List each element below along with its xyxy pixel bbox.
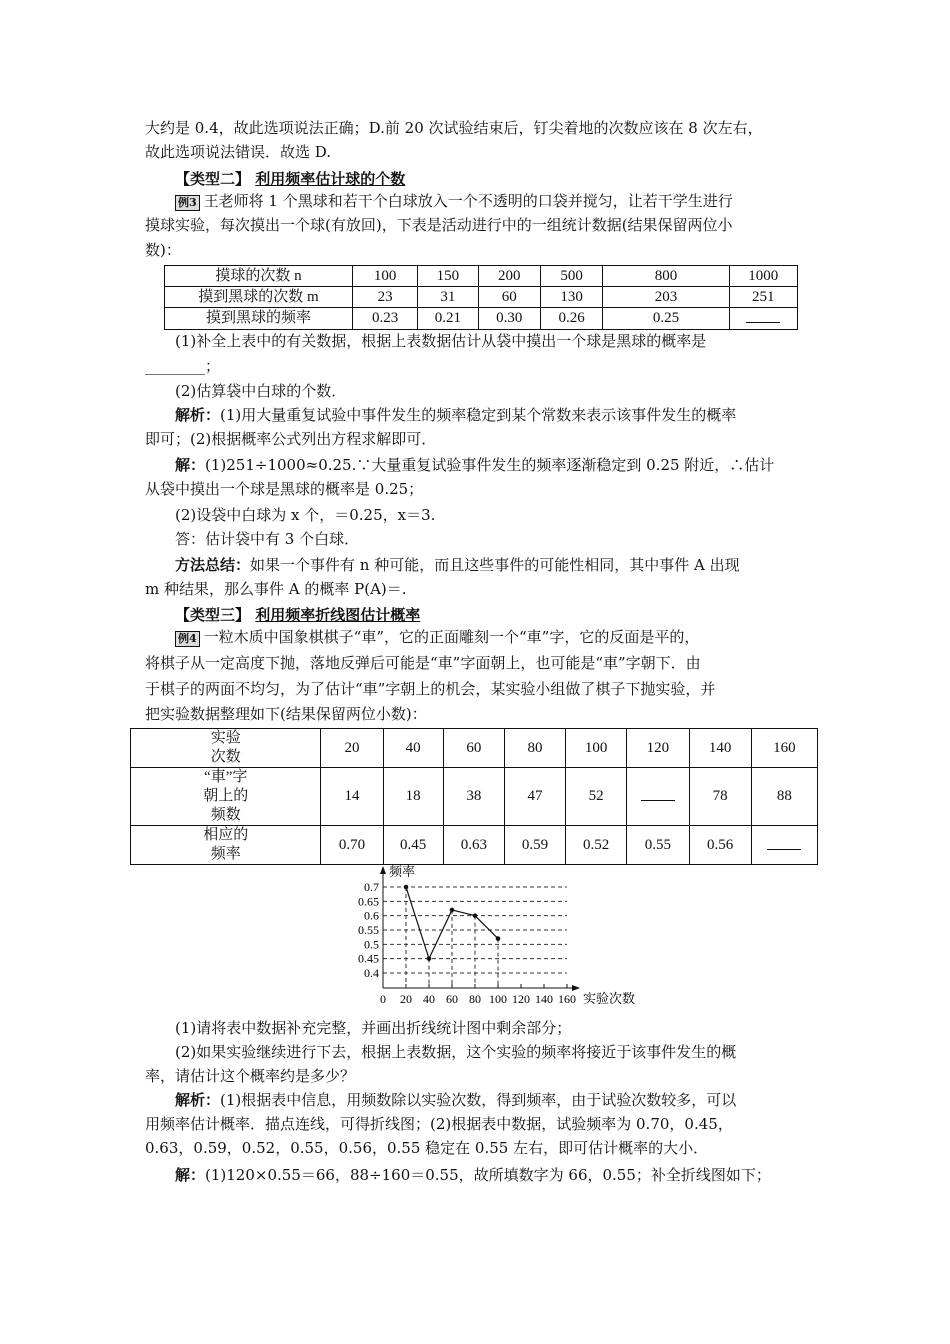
label: 解析： bbox=[175, 406, 221, 424]
data-point bbox=[427, 956, 432, 961]
table-cell: 47 bbox=[504, 768, 565, 826]
text-line: (2)设袋中白球为 x 个，＝0.25，x＝3. bbox=[175, 506, 436, 524]
text-line: 摸球实验，每次摸出一个球(有放回)，下表是活动进行中的一组统计数据(结果保留两位小 bbox=[145, 216, 733, 234]
text-line bbox=[175, 455, 840, 475]
row-header bbox=[131, 826, 321, 865]
section-heading-type2 bbox=[175, 168, 405, 189]
text-line: 故此选项说法错误．故选 D. bbox=[145, 143, 332, 161]
y-tick-label: 0.65 bbox=[358, 894, 379, 909]
x-tick-label: 120 bbox=[512, 992, 530, 1006]
x-axis-arrow bbox=[572, 985, 580, 991]
table-cell: 0.70 bbox=[321, 826, 383, 865]
row-header: 摸球的次数 n bbox=[165, 266, 353, 287]
table-cell: 130 bbox=[540, 287, 602, 308]
heading-title: 利用频率折线图估计概率 bbox=[255, 606, 421, 624]
table-row bbox=[165, 287, 798, 308]
blank-to-fill bbox=[641, 786, 675, 801]
row-header: 摸到黑球的次数 m bbox=[165, 287, 353, 308]
row-header-line: 实验 bbox=[210, 730, 241, 746]
table-cell: 23 bbox=[352, 287, 417, 308]
table-cell: 150 bbox=[418, 266, 478, 287]
text-line: 答：估计袋中有 3 个白球． bbox=[175, 530, 360, 548]
table-cell: 200 bbox=[478, 266, 540, 287]
text-line bbox=[175, 1090, 840, 1110]
heading-title: 利用频率估计球的个数 bbox=[255, 170, 406, 188]
row-header-line: 频数 bbox=[210, 807, 241, 823]
table-cell: 500 bbox=[540, 266, 602, 287]
table-cell: 14 bbox=[321, 768, 383, 826]
table-row bbox=[165, 266, 798, 287]
text: 王老师将 1 个黑球和若干个白球放入一个不透明的口袋并搅匀，让若干学生进行 bbox=[203, 192, 733, 210]
text-line: (2)估算袋中白球的个数． bbox=[175, 382, 347, 400]
text-line: 0.63，0.59，0.52，0.55，0.56，0.55 稳定在 0.55 左右，即可估计概率的大小． bbox=[145, 1139, 709, 1157]
text: (1)根据表中信息，用频数除以实验次数，得到频率，由于试验次数较多，可以 bbox=[220, 1091, 737, 1109]
section-heading-type3 bbox=[175, 604, 420, 625]
text-line: (2)如果实验继续进行下去，根据上表数据，这个实验的频率将接近于该事件发生的概 bbox=[175, 1043, 737, 1061]
blank-to-fill bbox=[746, 308, 780, 323]
table-cell: 31 bbox=[418, 287, 478, 308]
chess-table bbox=[130, 728, 818, 865]
table-cell: 60 bbox=[478, 287, 540, 308]
example-tag: 例3 bbox=[175, 195, 200, 211]
text: (1)用大量重复试验中事件发生的频率稳定到某个常数来表示该事件发生的概率 bbox=[220, 406, 737, 424]
x-tick-label: 40 bbox=[423, 992, 435, 1006]
text-line bbox=[175, 555, 840, 575]
text: (1)120×0.55＝66，88÷160＝0.55，故所填数字为 66，0.55；补全折线图如下； bbox=[205, 1166, 771, 1184]
table-cell: 0.55 bbox=[627, 826, 689, 865]
x-tick-label: 100 bbox=[489, 992, 507, 1006]
y-tick-label: 0.5 bbox=[364, 937, 379, 952]
table-cell bbox=[751, 826, 817, 865]
x-tick-label: 140 bbox=[535, 992, 553, 1006]
row-header-line: 朝上的 bbox=[203, 788, 249, 804]
text-line: 把实验数据整理如下(结果保留两位小数)： bbox=[145, 705, 427, 723]
label: 解析： bbox=[175, 1091, 221, 1109]
text-line: 大约是 0.4，故此选项说法正确；D.前 20 次试验结束后，钉尖着地的次数应该在 8 次左右， bbox=[145, 119, 763, 137]
label: 解： bbox=[175, 1166, 206, 1184]
table-cell: 251 bbox=[729, 287, 797, 308]
text-line bbox=[175, 191, 840, 211]
table-cell: 203 bbox=[603, 287, 729, 308]
x-tick-label: 80 bbox=[469, 992, 481, 1006]
table-cell: 0.21 bbox=[418, 308, 478, 330]
table-cell: 60 bbox=[443, 729, 504, 768]
table-row bbox=[131, 729, 818, 768]
text-line: 于棋子的两面不均匀，为了估计“車”字朝上的机会，某实验小组做了棋子下抛实验，并 bbox=[145, 680, 716, 698]
heading-bracket: 【类型三】 bbox=[175, 606, 251, 624]
row-header-line: 相应的 bbox=[203, 827, 249, 843]
row-header-line: “車”字 bbox=[204, 769, 248, 785]
table-cell: 0.25 bbox=[603, 308, 729, 330]
table-cell: 0.23 bbox=[352, 308, 417, 330]
text-line: 将棋子从一定高度下抛，落地反弹后可能是“車”字面朝上，也可能是“車”字朝下．由 bbox=[145, 654, 701, 672]
text-line: m 种结果，那么事件 A 的概率 P(A)＝. bbox=[145, 580, 407, 598]
y-tick-label: 0.7 bbox=[364, 880, 379, 894]
x-tick-label: 60 bbox=[446, 992, 458, 1006]
table-cell: 80 bbox=[504, 729, 565, 768]
label: 方法总结： bbox=[175, 556, 251, 574]
text-line: 即可；(2)根据概率公式列出方程求解即可． bbox=[145, 430, 437, 448]
table-cell: 0.30 bbox=[478, 308, 540, 330]
text-line: 从袋中摸出一个球是黑球的概率是 0.25； bbox=[145, 480, 424, 498]
table-cell: 0.56 bbox=[689, 826, 751, 865]
row-header bbox=[131, 768, 321, 826]
table-cell: 800 bbox=[603, 266, 729, 287]
table-cell: 18 bbox=[383, 768, 443, 826]
table-row bbox=[131, 826, 818, 865]
data-point bbox=[450, 908, 455, 913]
table-cell: 0.63 bbox=[443, 826, 504, 865]
row-header-line: 频率 bbox=[210, 846, 241, 862]
table-row bbox=[131, 768, 818, 826]
text-line bbox=[175, 405, 840, 425]
table-cell: 120 bbox=[627, 729, 689, 768]
x-tick-label: 20 bbox=[400, 992, 412, 1006]
table-cell: 88 bbox=[751, 768, 817, 826]
table-cell bbox=[627, 768, 689, 826]
label: 解： bbox=[175, 456, 206, 474]
y-axis-label: 频率 bbox=[389, 865, 416, 880]
text-line: 数)： bbox=[145, 241, 181, 259]
row-header: 摸到黑球的频率 bbox=[165, 308, 353, 330]
text: 一粒木质中国象棋棋子“車”，它的正面雕刻一个“車”字，它的反面是平的， bbox=[203, 628, 700, 646]
heading-bracket: 【类型二】 bbox=[175, 170, 251, 188]
row-header bbox=[131, 729, 321, 768]
y-tick-label: 0.55 bbox=[358, 923, 379, 937]
table-cell: 160 bbox=[751, 729, 817, 768]
table-cell: 100 bbox=[352, 266, 417, 287]
example-tag: 例4 bbox=[175, 631, 200, 647]
x-tick-label: 0 bbox=[380, 992, 386, 1006]
table-cell: 52 bbox=[566, 768, 627, 826]
y-tick-label: 0.6 bbox=[364, 908, 379, 923]
table-cell: 20 bbox=[321, 729, 383, 768]
frequency-line-chart bbox=[340, 863, 670, 1013]
text-line: (1)请将表中数据补充完整，并画出折线统计图中剩余部分； bbox=[175, 1019, 572, 1037]
x-axis-label: 实验次数 bbox=[583, 992, 636, 1007]
table-cell: 100 bbox=[566, 729, 627, 768]
table-cell bbox=[729, 308, 797, 330]
x-tick-label: 160 bbox=[558, 992, 576, 1006]
data-point bbox=[473, 913, 478, 918]
table-row bbox=[165, 308, 798, 330]
text-line bbox=[175, 1165, 840, 1185]
text-line: 率，请估计这个概率约是多少？ bbox=[145, 1067, 356, 1085]
y-axis-arrow bbox=[380, 866, 386, 874]
table-cell: 0.52 bbox=[566, 826, 627, 865]
blank-to-fill bbox=[767, 835, 801, 850]
y-tick-label: 0.4 bbox=[364, 966, 379, 980]
ball-table bbox=[164, 265, 798, 330]
y-tick-label: 0.45 bbox=[358, 951, 379, 966]
data-point bbox=[496, 936, 501, 941]
text-line bbox=[175, 627, 840, 647]
text: 如果一个事件有 n 种可能，而且这些事件的可能性相同，其中事件 A 出现 bbox=[250, 556, 740, 574]
text-line: (1)补全上表中的有关数据，根据上表数据估计从袋中摸出一个球是黑球的概率是 bbox=[175, 332, 707, 350]
row-header-line: 次数 bbox=[210, 749, 241, 765]
table-cell: 1000 bbox=[729, 266, 797, 287]
table-cell: 78 bbox=[689, 768, 751, 826]
table-cell: 140 bbox=[689, 729, 751, 768]
table-cell: 0.26 bbox=[540, 308, 602, 330]
text-line: ________； bbox=[145, 357, 221, 375]
table-cell: 0.45 bbox=[383, 826, 443, 865]
table-cell: 40 bbox=[383, 729, 443, 768]
data-point bbox=[404, 885, 409, 890]
table-cell: 0.59 bbox=[504, 826, 565, 865]
table-cell: 38 bbox=[443, 768, 504, 826]
text: (1)251÷1000≈0.25.∵大量重复试验事件发生的频率逐渐稳定到 0.25 附近，∴估计 bbox=[205, 456, 775, 474]
text-line: 用频率估计概率．描点连线，可得折线图；(2)根据表中数据，试验频率为 0.70，0.45， bbox=[145, 1115, 733, 1133]
